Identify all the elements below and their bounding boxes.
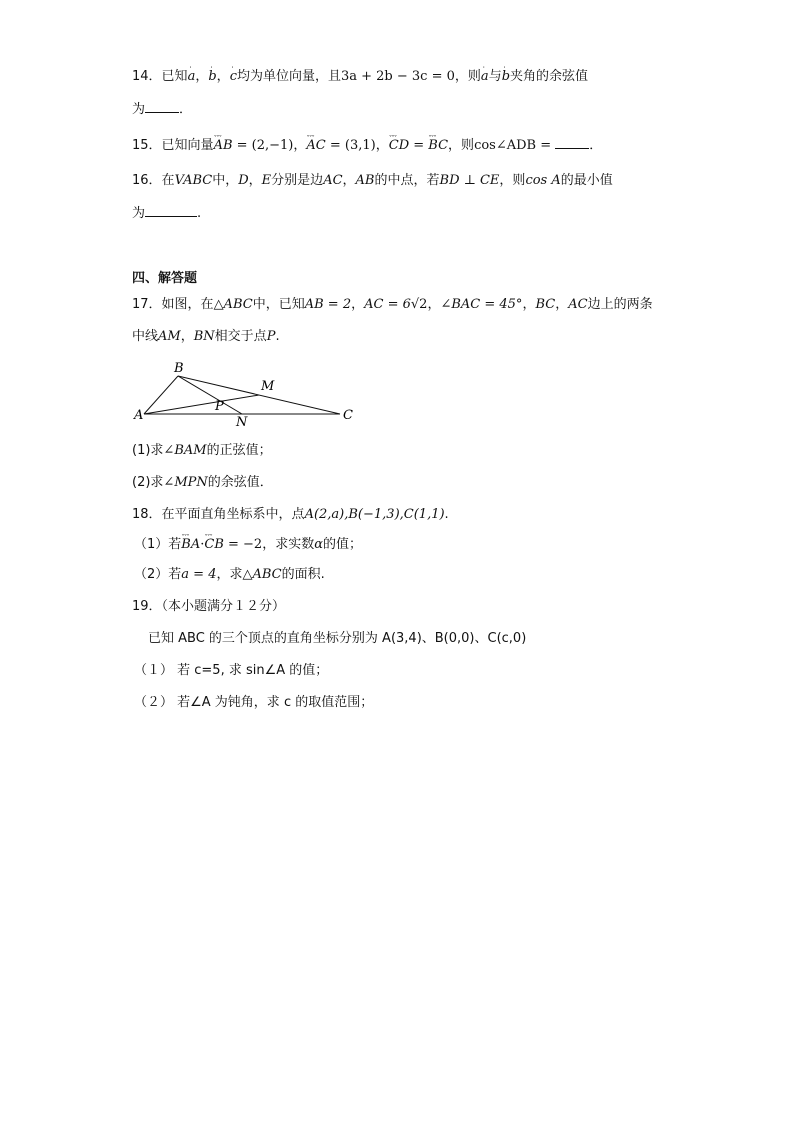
vector-a: ˈ a <box>188 68 196 86</box>
sqrt-two: √2 <box>410 297 428 312</box>
median-bn <box>178 376 242 414</box>
vector-b: ˈ b <box>208 68 216 86</box>
vector-ba: ˇˇˇ BA <box>181 536 200 554</box>
vector-cd: ˇˇˇ CD <box>389 137 409 155</box>
q16-line1: 16．在VABC中，D，E分别是边AC，AB的中点，若BD ⊥ CE，则cos A的最小值 <box>132 173 613 188</box>
answer-blank[interactable] <box>145 100 179 113</box>
answer-blank[interactable] <box>145 204 197 217</box>
q14-number: 14． <box>132 69 162 84</box>
q17-line2: 中线AM，BN相交于点P. <box>132 329 280 344</box>
vector-c: ˈ c <box>230 68 237 86</box>
answer-blank[interactable] <box>555 136 589 149</box>
q16-number: 16． <box>132 173 162 188</box>
q16-line2: 为 . <box>132 206 202 221</box>
q17-sub1: (1)求∠BAM的正弦值； <box>132 443 272 458</box>
q14-equation: 3a + 2b − 3c = 0 <box>340 69 455 84</box>
q14-line2: 为 ． <box>132 102 193 117</box>
q18-sub2: （2）若a = 4，求△ABC的面积. <box>134 567 325 582</box>
q19-sub2: （２） 若∠A 为钝角，求 c 的取值范围； <box>134 695 374 710</box>
cos-a: cos A <box>525 173 561 188</box>
label-m: M <box>261 379 275 394</box>
vector-a: ˈ a <box>481 68 489 86</box>
q19-stem: 已知 ABC 的三个顶点的直角坐标分别为 A(3,4)、B(0,0)、C(c,0) <box>148 631 527 646</box>
label-n: N <box>236 415 248 430</box>
q19-header: 19．（本小题满分１２分） <box>132 599 286 614</box>
vector-ab: ˇˇˇ AB <box>214 137 233 155</box>
q17-sub2: (2)求∠MPN的余弦值． <box>132 475 273 490</box>
median-am <box>144 395 259 414</box>
q18-number: 18． <box>132 507 162 522</box>
q17-number: 17． <box>132 297 162 312</box>
triangle-abc: VABC <box>174 173 213 188</box>
label-a: A <box>134 408 144 423</box>
section-heading: 四、解答题 <box>132 271 198 286</box>
q18-sub1: （1）若ˇˇˇ BA·ˇˇˇ CB = −2，求实数α的值； <box>134 536 362 554</box>
q14-text: 已知 <box>161 69 188 84</box>
side-ab <box>144 376 178 414</box>
q18-line1: 18．在平面直角坐标系中，点A(2,a),B(−1,3),C(1,1). <box>132 507 449 522</box>
label-p: P <box>215 399 224 414</box>
q19-sub1: （１） 若 c=5, 求 sin∠A 的值； <box>134 663 329 678</box>
vector-cb: ˇˇˇ CB <box>204 536 224 554</box>
label-b: B <box>174 361 184 376</box>
label-c: C <box>343 408 353 423</box>
points: A(2,a),B(−1,3),C(1,1) <box>304 507 445 522</box>
q15-line: 15．已知向量ˇˇˇ AB = (2,−1)，ˇˇˇ AC = (3,1)，ˇˇˇ CD = ˇˇˇ BC，则cos∠ADB = ． <box>132 136 602 155</box>
q15-number: 15． <box>132 138 162 153</box>
vector-ac: ˇˇˇ AC <box>306 137 325 155</box>
q17-line1: 17．如图，在△ABC中，已知AB = 2，AC = 6√2，∠BAC = 45°，BC，AC边上的两条 <box>132 297 653 312</box>
triangle-diagram <box>130 358 370 430</box>
vector-bc: ˇˇˇ BC <box>428 137 448 155</box>
perpendicular-condition: BD ⊥ CE <box>439 173 500 188</box>
cos-adb: cos∠ADB <box>474 138 537 153</box>
triangle-figure <box>130 358 370 430</box>
q14-line1: 14．已知ˈ a，ˈ b，ˈ c均为单位向量，且3a + 2b − 3c = 0，则ˈ a与ˈ b夹角的余弦值 <box>132 68 588 86</box>
vector-b: ˈ b <box>502 68 510 86</box>
